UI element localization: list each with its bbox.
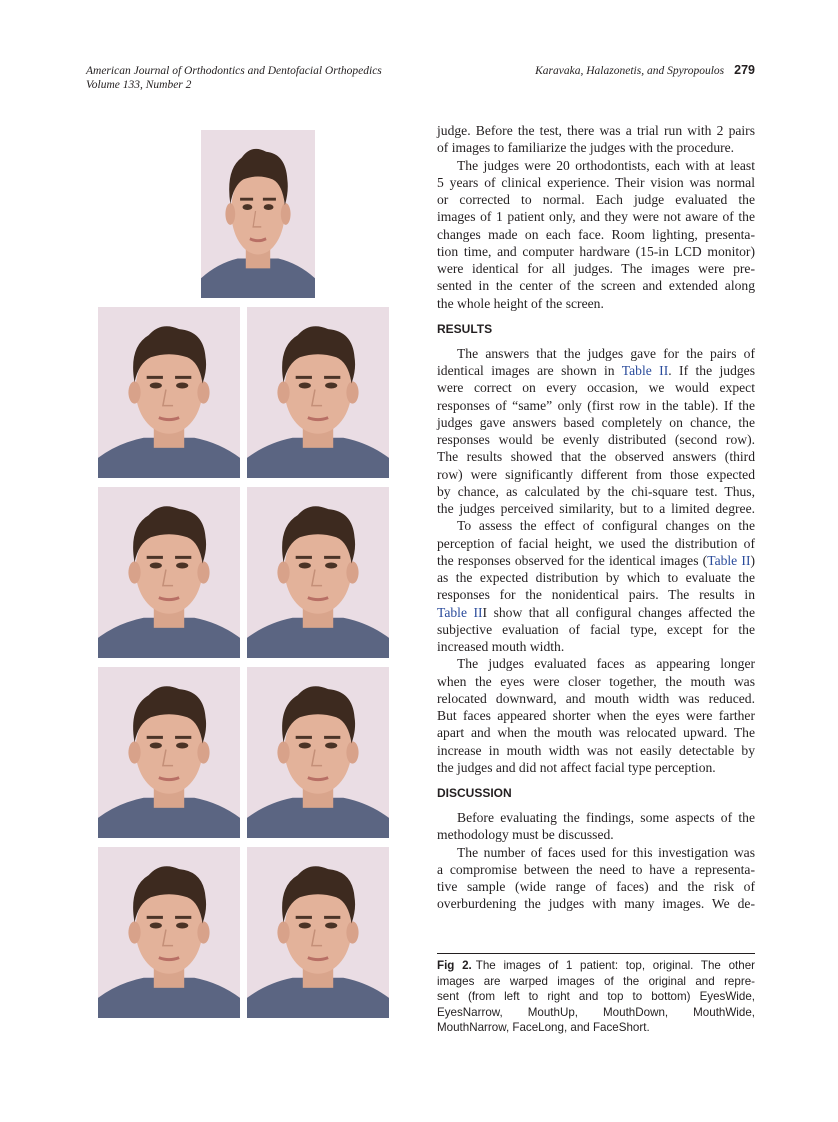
text-line: were identical for all judges. The images were pre- <box>437 261 755 276</box>
text-line: methodology must be discussed. <box>437 827 614 843</box>
text-line: a compromise between the need to have a representa- <box>437 861 755 877</box>
table-reference-link[interactable]: Table II <box>707 552 751 568</box>
text-line: But faces appeared shorter when the eyes were farther <box>437 708 755 723</box>
journal-name: American Journal of Orthodontics and Dentofacial Orthopedics <box>86 65 382 77</box>
face-photo-mouthdown <box>247 487 389 658</box>
text-line: 5 years of clinical experience. Their vision was normal <box>437 174 755 190</box>
figure-label: Fig 2. <box>437 959 472 972</box>
text-line: row) were significantly different from those expected <box>437 466 755 482</box>
text-line: images of 1 patient only, and they were not aware of the <box>437 209 755 225</box>
text-line: Before evaluating the findings, some aspects of the <box>457 810 755 825</box>
text-line: overburdening the judges with many images. We de- <box>437 896 755 912</box>
text-line: apart and when the mouth was relocated upward. The <box>437 725 755 741</box>
face-photo-mouthwide <box>98 667 240 838</box>
text-line: were correct on every occasion, we would expect <box>437 380 755 396</box>
figure-caption <box>437 953 755 1036</box>
paragraph <box>437 157 755 312</box>
text-line: or corrected to normal. Each judge evaluated the <box>437 192 755 207</box>
text-column <box>437 122 755 913</box>
text-line: increased mouth width. <box>437 639 565 654</box>
face-photo-mouthnarrow <box>247 667 389 838</box>
text-line: the judges and did not affect facial type perception. <box>437 759 716 775</box>
journal-volume: Volume 133, Number 2 <box>86 79 192 91</box>
text-line: the whole height of the screen. <box>437 295 604 311</box>
text-line: tive sample (wide range of faces) and the risk of <box>437 879 755 894</box>
text-line: relocated downward, and mouth width was reduced. <box>437 690 755 706</box>
running-header-left <box>86 64 382 92</box>
text-line: The answers that the judges gave for the pairs of <box>457 345 755 361</box>
text-line: increase in mouth width was not easily detectable by <box>437 742 755 758</box>
text-line: the responses observed for the identical images (Table II) <box>437 552 755 568</box>
paragraph <box>437 655 755 776</box>
running-header-right <box>535 63 755 78</box>
paragraph <box>437 809 755 844</box>
caption-line: MouthNarrow, FaceLong, and FaceShort. <box>437 1021 650 1035</box>
table-reference-link[interactable]: Table II <box>621 363 669 378</box>
text-line: responses for the nonidentical pairs. The results in <box>437 587 755 603</box>
text-line: the judges perceived similarity, but to a limited degree. <box>437 501 755 516</box>
text-line: of images to familiarize the judges with the procedure. <box>437 140 735 156</box>
face-photo-original <box>201 130 315 298</box>
face-photo-eyeswide <box>98 307 240 478</box>
text-line: when the eyes were closer together, the mouth was <box>437 673 755 689</box>
face-photo-facelong <box>98 847 240 1018</box>
caption-text: The images of 1 patient: top, original. The other <box>475 959 755 972</box>
text-line: by chance, as calculated by the chi-square test. Thus, <box>437 483 755 499</box>
caption-line: EyesNarrow, MouthUp, MouthDown, MouthWide, <box>437 1005 755 1019</box>
text-line: The results showed that the observed answers (third <box>437 449 755 465</box>
text-line: tion time, and computer hardware (15-in LCD monitor) <box>437 243 755 259</box>
text-line: The judges evaluated faces as appearing longer <box>457 656 755 672</box>
table-reference-link[interactable]: Table II <box>437 604 483 620</box>
text-line: subjective evaluation of facial type, except for the <box>437 621 755 637</box>
paragraph <box>437 517 755 655</box>
text-line: perception of facial height, we used the distribution of <box>437 535 755 551</box>
text-line: responses of “same” only (first row in the table). If the <box>437 397 755 413</box>
caption-line: images are warped images of the original and repre- <box>437 974 755 988</box>
face-photo-mouthup <box>98 487 240 658</box>
paragraph <box>437 122 755 157</box>
text-line: as the expected distribution by which to evaluate the <box>437 570 755 585</box>
face-photo-faceshort <box>247 847 389 1018</box>
text-line: The judges were 20 orthodontists, each with at least <box>457 157 755 173</box>
results-heading: RESULTS <box>437 321 493 336</box>
text-line: Table III show that all configural changes affected the <box>437 604 755 620</box>
authors: Karavaka, Halazonetis, and Spyropoulos <box>535 65 725 77</box>
page-number: 279 <box>734 63 755 77</box>
face-photo-eyesnarrow <box>247 307 389 478</box>
discussion-heading: DISCUSSION <box>437 786 512 800</box>
text-line: judges gave answers based completely on chance, the <box>437 414 755 430</box>
paragraph <box>437 844 755 913</box>
text-line: sented in the center of the screen and extended along <box>437 278 755 294</box>
paragraph <box>437 345 755 518</box>
caption-line: sent (from left to right and top to bottom) EyesWide, <box>437 990 755 1004</box>
text-line: changes made on each face. Room lighting, presenta- <box>437 226 755 242</box>
caption-line <box>437 958 755 974</box>
text-line: identical images are shown in Table II. If the judges <box>437 363 756 378</box>
text-line: The number of faces used for this investigation was <box>457 844 755 860</box>
text-line: To assess the effect of configural changes on the <box>457 518 755 534</box>
text-line: responses would be evenly distributed (second row). <box>437 432 755 447</box>
text-line: judge. Before the test, there was a trial run with 2 pairs <box>437 123 755 138</box>
